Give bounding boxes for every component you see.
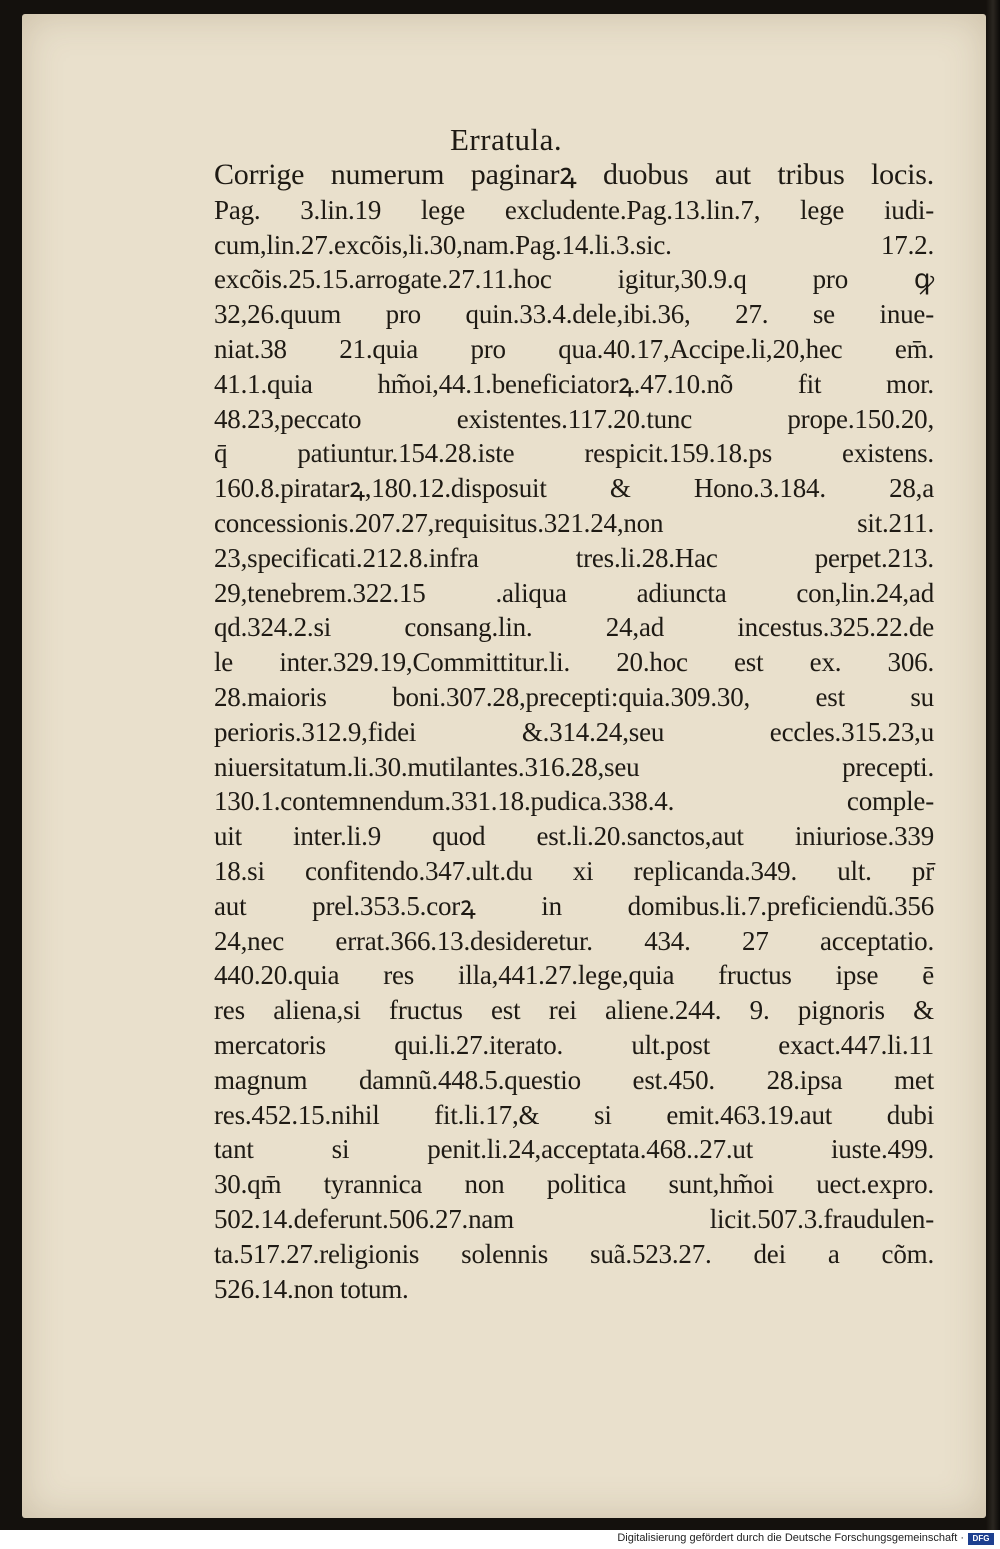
- errata-line: uit inter.li.9 quod est.li.20.sanctos,aut iniuriose.339: [214, 821, 934, 852]
- errata-line: qd.324.2.si consang.lin. 24,ad incestus.325.22.de: [214, 612, 934, 643]
- errata-line: cum,lin.27.excõis,li.30,nam.Pag.14.li.3.sic. 17.2.: [214, 229, 934, 260]
- errata-line: 160.8.piratarꝝ,180.12.disposuit & Hono.3.184. 28,a: [214, 473, 934, 504]
- errata-line: q̄ patiuntur.154.28.iste respicit.159.18.ps existens.: [214, 438, 934, 469]
- errata-line: 29,tenebrem.322.15 .aliqua adiuncta con,lin.24,ad: [214, 577, 934, 608]
- errata-line: 23,specificati.212.8.infra tres.li.28.Hac perpet.213.: [214, 542, 934, 573]
- errata-text-block: [214, 158, 934, 1306]
- errata-line: 130.1.contemnendum.331.18.pudica.338.4. comple-: [214, 786, 934, 817]
- errata-line: res.452.15.nihil fit.li.17,& si emit.463.19.aut dubi: [214, 1099, 934, 1130]
- errata-line: ta.517.27.religionis solennis suã.523.27. dei a cõm.: [214, 1238, 934, 1269]
- errata-line: 440.20.quia res illa,441.27.lege,quia fructus ipse ē: [214, 960, 934, 991]
- digitization-footer: [0, 1530, 1000, 1549]
- errata-line: aut prel.353.5.corꝝ in domibus.li.7.preficiendũ.356: [214, 890, 934, 921]
- errata-line: magnum damnũ.448.5.questio est.450. 28.ipsa met: [214, 1064, 934, 1095]
- errata-line: 502.14.deferunt.506.27.nam licit.507.3.fraudulen-: [214, 1203, 934, 1234]
- errata-line: 28.maioris boni.307.28,precepti:quia.309.30, est su: [214, 681, 934, 712]
- errata-line: niuersitatum.li.30.mutilantes.316.28,seu precepti.: [214, 751, 934, 782]
- page-heading: Erratula.: [450, 122, 563, 157]
- errata-line: 30.qm̄ tyrannica non politica sunt,hm̃oi uect.expro.: [214, 1169, 934, 1200]
- errata-line: res aliena,si fructus est rei aliene.244. 9. pignoris &: [214, 995, 934, 1026]
- footer-credit: Digitalisierung gefördert durch die Deutsche Forschungsgemeinschaft ·: [617, 1532, 964, 1544]
- errata-line: niat.38 21.quia pro qua.40.17,Accipe.li,20,hec em̄.: [214, 333, 934, 364]
- dfg-logo-icon: DFG: [968, 1533, 994, 1545]
- errata-line: 48.23,peccato existentes.117.20.tunc prope.150.20,: [214, 403, 934, 434]
- errata-line: mercatoris qui.li.27.iterato. ult.post exact.447.li.11: [214, 1029, 934, 1060]
- errata-line: perioris.312.9,fidei &.314.24,seu eccles.315.23,u: [214, 716, 934, 747]
- errata-line: 526.14.non totum.: [214, 1273, 409, 1304]
- errata-line: 24,nec errat.366.13.desideretur. 434. 27 acceptatio.: [214, 925, 934, 956]
- errata-line: 18.si confitendo.347.ult.du xi replicanda.349. ult. pr̄: [214, 855, 934, 886]
- errata-line: 32,26.quum pro quin.33.4.dele,ibi.36, 27. se inue-: [214, 299, 934, 330]
- errata-line: Pag. 3.lin.19 lege excludente.Pag.13.lin.7, lege iudi-: [214, 194, 934, 225]
- errata-line: Corrige numerum paginarꝝ duobus aut tribus locis.: [214, 158, 934, 191]
- errata-line: tant si penit.li.24,acceptata.468..27.ut iuste.499.: [214, 1134, 934, 1165]
- errata-line: concessionis.207.27,requisitus.321.24,non sit.211.: [214, 507, 934, 538]
- errata-line: le inter.329.19,Committitur.li. 20.hoc est ex. 306.: [214, 647, 934, 678]
- book-edge: [986, 0, 1000, 1530]
- errata-line: 41.1.quia hm̃oi,44.1.beneficiatorꝝ.47.10.nõ fit mor.: [214, 368, 934, 399]
- errata-line: excõis.25.15.arrogate.27.11.hoc igitur,30.9.q pro ꝙ: [214, 264, 934, 295]
